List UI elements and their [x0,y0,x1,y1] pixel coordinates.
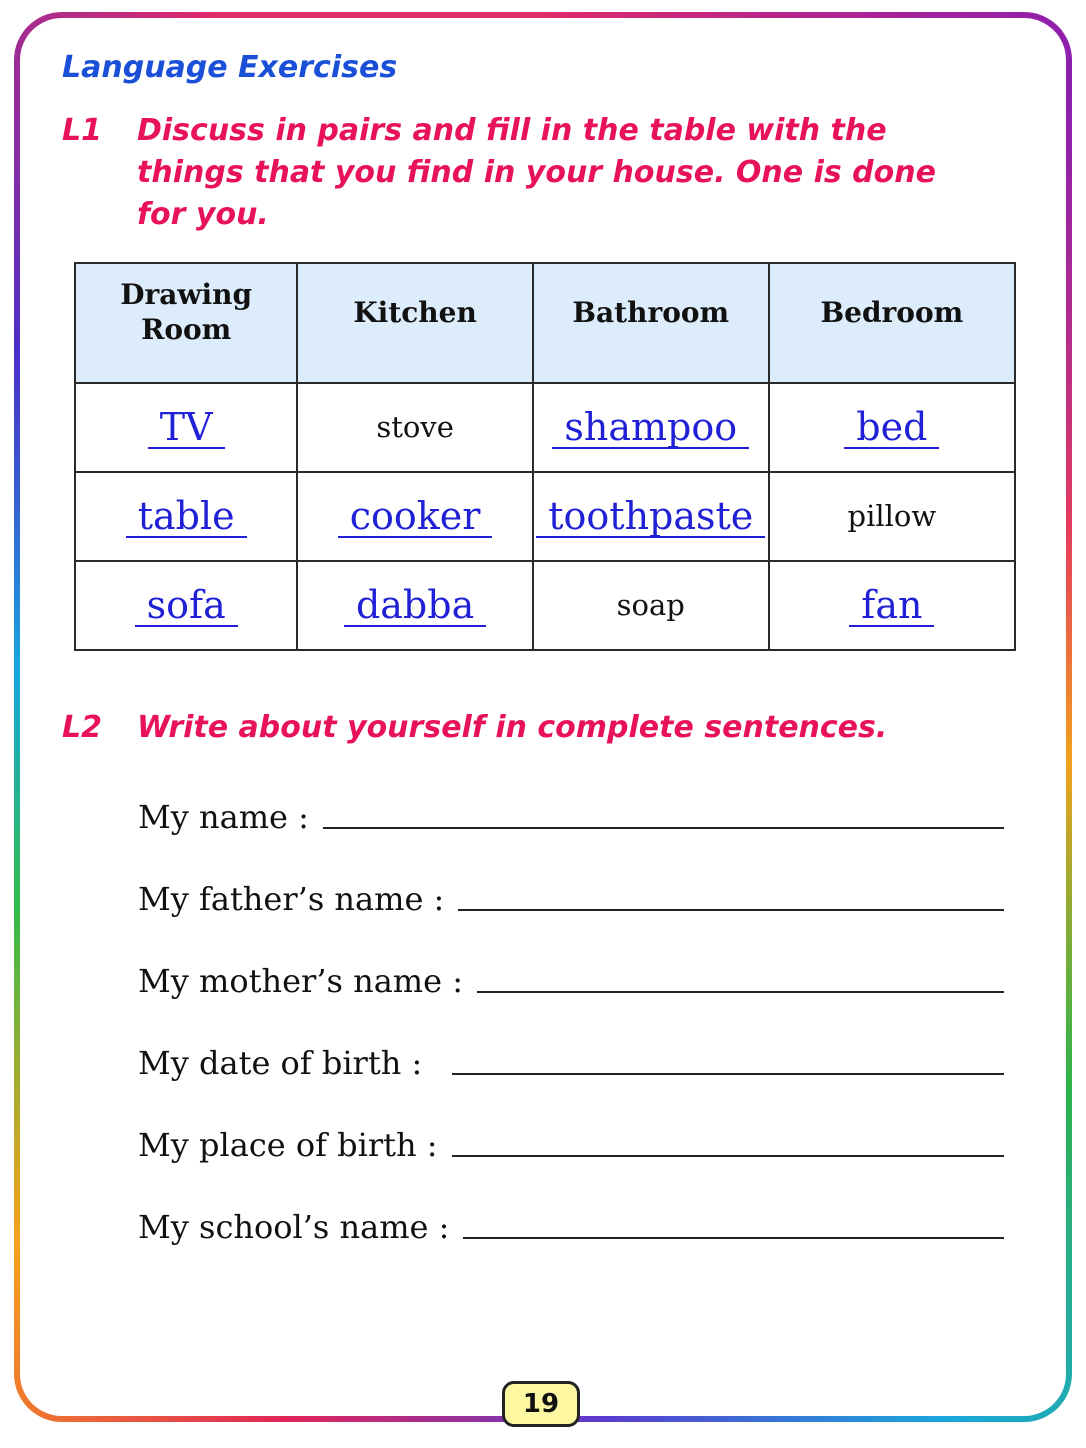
page-number: 19 [502,1381,580,1427]
table-row [75,383,1015,472]
table-cell [75,383,297,472]
table-cell [533,383,769,472]
table-cell [533,472,769,561]
rooms-table [74,262,1016,651]
handwritten-answer: toothpaste [536,496,765,538]
handwritten-answer: cooker [338,496,493,538]
table-cell [769,383,1015,472]
form-label: My place of birth : [138,1126,438,1164]
form-label: My school’s name : [138,1208,450,1246]
task-instruction: Discuss in pairs and fill in the table with the things that you find in your house. One is done for you. [137,113,936,232]
answer-line[interactable] [452,1072,1004,1075]
answer-line[interactable] [458,908,1004,911]
answer-line[interactable] [463,1236,1004,1239]
column-header: Drawing Room [75,263,297,383]
task-instruction: Write about yourself in complete sentences. [137,710,888,745]
form-row-date-of-birth [138,1033,1004,1083]
form-row-school-name [138,1197,1004,1247]
task-number: L2 [62,710,102,745]
table-cell [75,561,297,650]
form-label: My father’s name : [138,880,445,918]
form-row-name [138,787,1004,837]
printed-example: pillow [847,499,937,533]
task-number: L1 [62,113,102,148]
printed-example: stove [376,410,454,444]
column-header: Kitchen [297,263,532,383]
table-cell [769,561,1015,650]
table-row [75,472,1015,561]
table-header-row [75,263,1015,383]
table-cell [75,472,297,561]
table-row [75,561,1015,650]
handwritten-answer: table [126,496,247,538]
handwritten-answer: shampoo [552,407,749,449]
table-cell [769,472,1015,561]
table-cell [533,561,769,650]
form-label: My date of birth : [138,1044,423,1082]
form-label: My name : [138,798,309,836]
column-header: Bedroom [769,263,1015,383]
form-row-mother-name [138,951,1004,1001]
answer-line[interactable] [323,826,1004,829]
section-title: Language Exercises [62,50,398,85]
handwritten-answer: fan [849,585,934,627]
column-header: Bathroom [533,263,769,383]
handwritten-answer: bed [844,407,939,449]
answer-line[interactable] [477,990,1004,993]
table-cell [297,472,532,561]
handwritten-answer: sofa [135,585,238,627]
printed-example: soap [616,588,685,622]
answer-line[interactable] [452,1154,1004,1157]
handwritten-answer: TV [148,407,225,449]
form-label: My mother’s name : [138,962,464,1000]
handwritten-answer: dabba [344,585,486,627]
form-row-father-name [138,869,1004,919]
table-cell [297,561,532,650]
table-cell [297,383,532,472]
form-row-place-of-birth [138,1115,1004,1165]
